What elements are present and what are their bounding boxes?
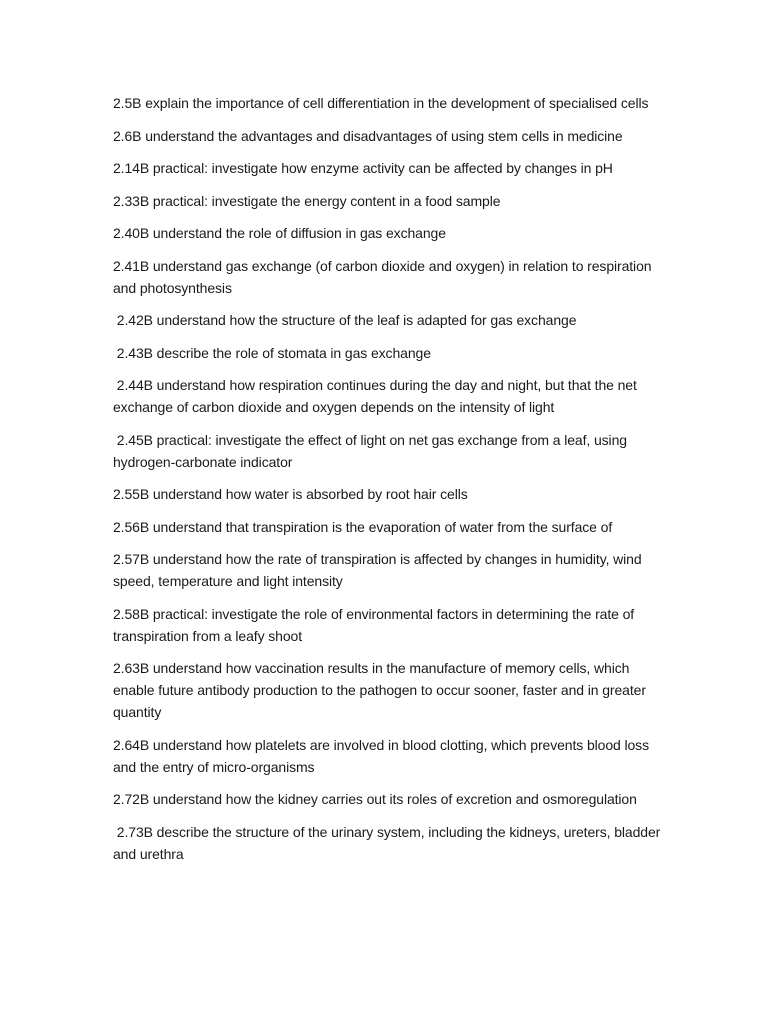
spec-item-2-55b: 2.55B understand how water is absorbed by root hair cells (113, 486, 468, 502)
spec-item-2-33b: 2.33B practical: investigate the energy content in a food sample (113, 192, 501, 209)
spec-item-2-14b: 2.14B practical: investigate how enzyme activity can be affected by changes in pH (113, 160, 613, 176)
spec-item-2-41b: 2.41B understand gas exchange (of carbon dioxide and oxygen) in relation to respiration and photosynthesis (113, 257, 656, 296)
spec-item-2-72b: 2.72B understand how the kidney carries out its roles of excretion and osmoregulation (113, 791, 637, 807)
spec-item-2-44b: 2.44B understand how respiration continues during the day and night, but that the net exchange of carbon dioxide and oxygen depends on the intensity of light (113, 377, 641, 415)
spec-item-2-64b: 2.64B understand how platelets are involved in blood clotting, which prevents blood loss and the entry of micro-organisms (113, 736, 653, 775)
spec-item-2-56b: 2.56B understand that transpiration is the evaporation of water from the surface of (113, 518, 613, 535)
spec-item-2-57b: 2.57B understand how the rate of transpiration is affected by changes in humidity, wind speed, temperature and light intensity (113, 551, 646, 589)
spec-item-2-63b: 2.63B understand how vaccination results in the manufacture of memory cells, which enable future antibody production to the pathogen to occur sooner, faster and in greater quantity (113, 660, 650, 720)
spec-item-2-6b: 2.6B understand the advantages and disadvantages of using stem cells in medicine (113, 127, 623, 144)
spec-item-2-42b: 2.42B understand how the structure of the leaf is adapted for gas exchange (113, 312, 577, 328)
spec-item-2-5b: 2.5B explain the importance of cell differentiation in the development of specialised cells (113, 95, 649, 111)
spec-item-2-73b: 2.73B describe the structure of the urinary system, including the kidneys, ureters, bladder and urethra (113, 823, 665, 862)
spec-item-2-43b: 2.43B describe the role of stomata in gas exchange (113, 344, 431, 361)
spec-item-2-45b: 2.45B practical: investigate the effect of light on net gas exchange from a leaf, using hydrogen-carbonate indicator (113, 431, 631, 470)
document-page (113, 92, 665, 875)
spec-item-2-58b: 2.58B practical: investigate the role of environmental factors in determining the rate of transpiration from a leafy shoot (113, 605, 638, 644)
spec-item-2-40b: 2.40B understand the role of diffusion in gas exchange (113, 225, 446, 241)
